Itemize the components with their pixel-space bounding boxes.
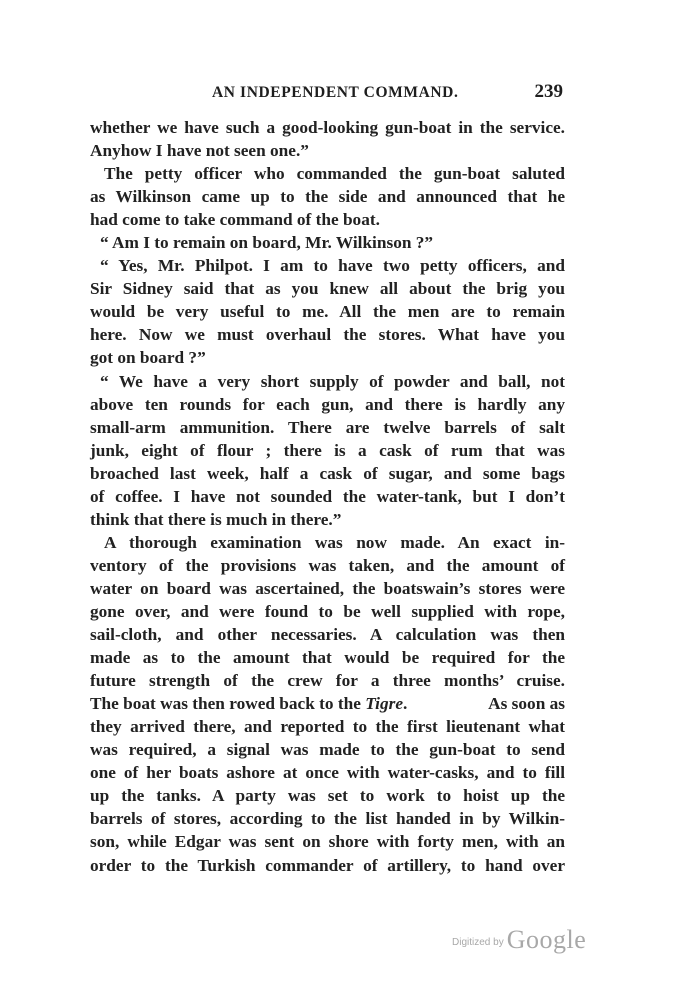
- text-line-start: The boat was then rowed back to the: [90, 694, 361, 714]
- text-line: whether we have such a good-looking gun-boat in the service.: [90, 118, 565, 137]
- text-line: broached last week, half a cask of sugar, and some bags: [90, 463, 565, 483]
- text-line: ventory of the provisions was taken, and the amount of: [90, 555, 565, 575]
- text-line: they arrived there, and reported to the first lieutenant what: [90, 717, 565, 737]
- text-line: “ We have a very short supply of powder and ball, not: [100, 371, 565, 391]
- text-line: here. Now we must overhaul the stores. What have you: [90, 325, 565, 345]
- text-line-with-ship-name: [90, 692, 565, 715]
- running-header: [90, 81, 565, 110]
- text-line-punctuation: .: [403, 694, 408, 714]
- text-line: sail-cloth, and other necessaries. A calculation was then: [90, 625, 565, 645]
- watermark-small-text: Digitized by: [452, 937, 504, 948]
- text-line: up the tanks. A party was set to work to hoist up the: [90, 786, 565, 806]
- text-line: A thorough examination was now made. An exact in-: [104, 532, 565, 552]
- text-line: “ Yes, Mr. Philpot. I am to have two petty officers, and: [100, 256, 565, 276]
- text-line: “ Am I to remain on board, Mr. Wilkinson ?”: [100, 233, 434, 253]
- google-logo-text: Google: [506, 925, 587, 954]
- text-line: son, while Edgar was sent on shore with forty men, with an: [90, 832, 565, 852]
- text-line: had come to take command of the boat.: [90, 210, 380, 230]
- text-line: order to the Turkish commander of artillery, to hand over: [90, 855, 565, 875]
- text-line: Anyhow I have not seen one.”: [90, 141, 309, 161]
- text-line: made as to the amount that would be required for the: [90, 648, 565, 668]
- page-number: 239: [534, 81, 563, 102]
- text-line: barrels of stores, according to the list handed in by Wilkin-: [90, 809, 565, 829]
- text-line: of coffee. I have not sounded the water-tank, but I don’t: [90, 486, 565, 506]
- text-line: above ten rounds for each gun, and there is hardly any: [90, 394, 565, 414]
- text-line: junk, eight of flour ; there is a cask of rum that was: [90, 440, 565, 460]
- ship-name: Tigre: [365, 694, 404, 714]
- text-line: water on board was ascertained, the boatswain’s stores were: [90, 578, 565, 598]
- text-line: Sir Sidney said that as you knew all about the brig you: [90, 279, 565, 299]
- digitized-by-google-watermark: [452, 925, 602, 959]
- text-line: one of her boats ashore at once with water-casks, and to fill: [90, 763, 565, 783]
- text-line: got on board ?”: [90, 348, 206, 368]
- text-line: was required, a signal was made to the gun-boat to send: [90, 740, 565, 760]
- text-line: small-arm ammunition. There are twelve barrels of salt: [90, 417, 565, 437]
- text-line: The petty officer who commanded the gun-boat saluted: [104, 164, 565, 184]
- running-title: AN INDEPENDENT COMMAND.: [212, 84, 459, 101]
- body-text: [90, 116, 565, 877]
- text-line: think that there is much in there.”: [90, 509, 342, 529]
- text-line: as Wilkinson came up to the side and announced that he: [90, 187, 565, 207]
- text-line: future strength of the crew for a three months’ cruise.: [90, 671, 565, 691]
- text-line: gone over, and were found to be well supplied with rope,: [90, 601, 565, 621]
- text-line: would be very useful to me. All the men are to remain: [90, 302, 565, 322]
- text-line-end: As soon as: [488, 694, 565, 714]
